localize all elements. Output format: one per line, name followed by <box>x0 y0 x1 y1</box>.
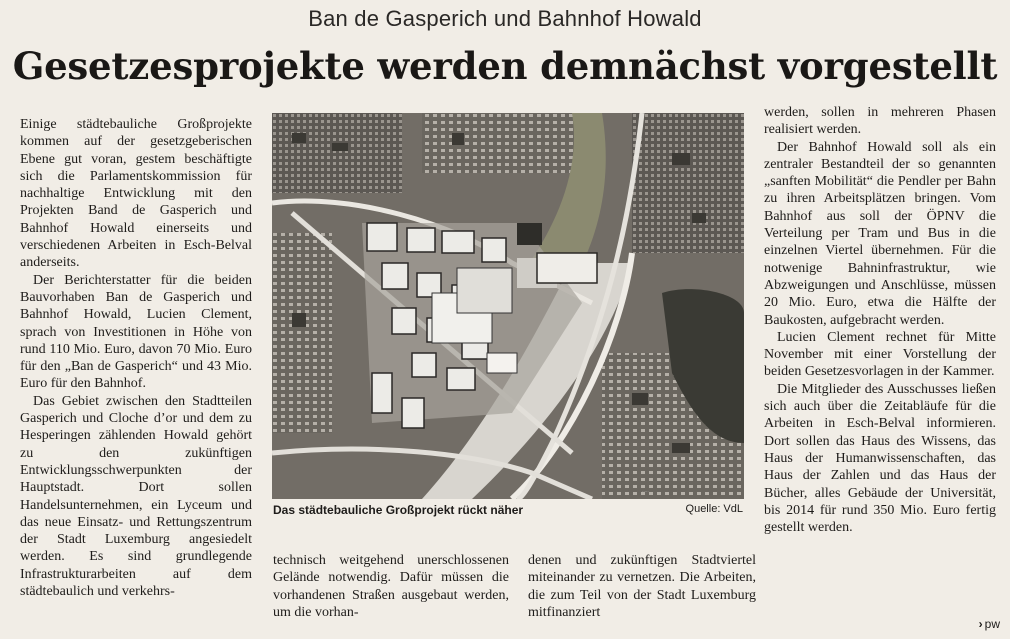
paragraph: werden, sollen in mehreren Phasen realisiert werden. <box>764 105 996 138</box>
kicker: Ban de Gasperich und Bahnhof Howald <box>308 6 702 31</box>
paragraph: denen und zukünftigen Stadtviertel miteinander zu vernetzen. Die Arbeiten, die zum Teil von der Stadt Luxemburg mitfinanziert <box>528 553 756 620</box>
article-column-4 <box>764 104 996 536</box>
photo-caption <box>273 503 743 517</box>
paragraph: Der Bahnhof Howald soll als ein zentraler Bestandteil der so genannten „sanften Mobilität“ die Pendler per Bahn zu ihren Arbeitsplätzen bringen. Vom Bahnhof aus soll der ÖPNV die Verteilung per Tram und Bus in die einzelnen Viertel übernehmen. Für die notwenige Bahninfrastruktur, wie Abzweigungen und Anschlüsse, müssen 20 Mio. Euro, etwa die Hälfte der Baukosten, aufgebracht werden. <box>764 139 996 328</box>
aerial-photo <box>272 113 744 499</box>
headline: Gesetzesprojekte werden demnächst vorgestellt <box>12 44 998 88</box>
paragraph: Einige städtebauliche Großprojekte kommen auf der gesetzgeberischen Ebene gut voran, gestem beschäftigte sich die Parlamentskommission für nachhaltige Entwicklung mit den Projekten Band de Gasperich und Bahnhof Howald einerseits und verschiedenen Arbeiten in Esch-Belval anderseits. <box>20 117 252 271</box>
svg-text:·····: ····· <box>642 489 649 494</box>
author-arrow-icon: › <box>978 617 983 631</box>
author-signature <box>979 617 1000 631</box>
article-column-1 <box>20 116 252 600</box>
article-column-2 <box>273 552 509 621</box>
photo-source: Quelle: VdL <box>685 503 743 515</box>
article-column-3 <box>528 552 756 621</box>
paragraph: Der Berichterstatter für die beiden Bauvorhaben Ban de Gasperich und Bahnhof Howald, Lucien Clement, sprach von Investitionen in Höhe von rund 110 Mio. Euro, davon 70 Mio. Euro für den „Ban de Gasperich“ und 43 Mio. Euro für den Bahnhof. <box>20 272 252 392</box>
author-initials: pw <box>984 617 1000 631</box>
paragraph: Lucien Clement rechnet für Mitte November mit einer Vorstellung der beiden Gesetzesvorlagen in der Kammer. <box>764 329 996 380</box>
paragraph: Das Gebiet zwischen den Stadtteilen Gasperich und Cloche d’or und dem zu Hesperingen zählenden Howald gehört zu den zukünftigen Entwicklungsschwerpunkten der Hauptstadt. Dort sollen Handelsunternehmen, ein Lyceum und das neue Einsatz- und Rettungszentrum der Stadt Luxemburg angesiedelt werden. Es sind grundlegende Infrastrukturarbeiten auf dem städtebaulich und verkehrs- <box>20 393 252 600</box>
paragraph: Die Mitglieder des Ausschusses ließen sich auch über die Zeitabläufe für die Arbeiten in Esch-Belval informieren. Dort sollen das Haus des Wissens, das Haus der Humanwissenschaften, das Haus der Zahlen und das Haus der Bücher, alles Gebäude der Universität, bis 2014 für rund 350 Mio. Euro fertig gestellt werden. <box>764 381 996 536</box>
caption-text: Das städtebauliche Großprojekt rückt näher <box>273 503 524 517</box>
paragraph: technisch weitgehend unerschlossenen Gelände notwendig. Dafür müssen die vorhandenen Straßen ausgebaut werden, um die vorhan- <box>273 553 509 620</box>
